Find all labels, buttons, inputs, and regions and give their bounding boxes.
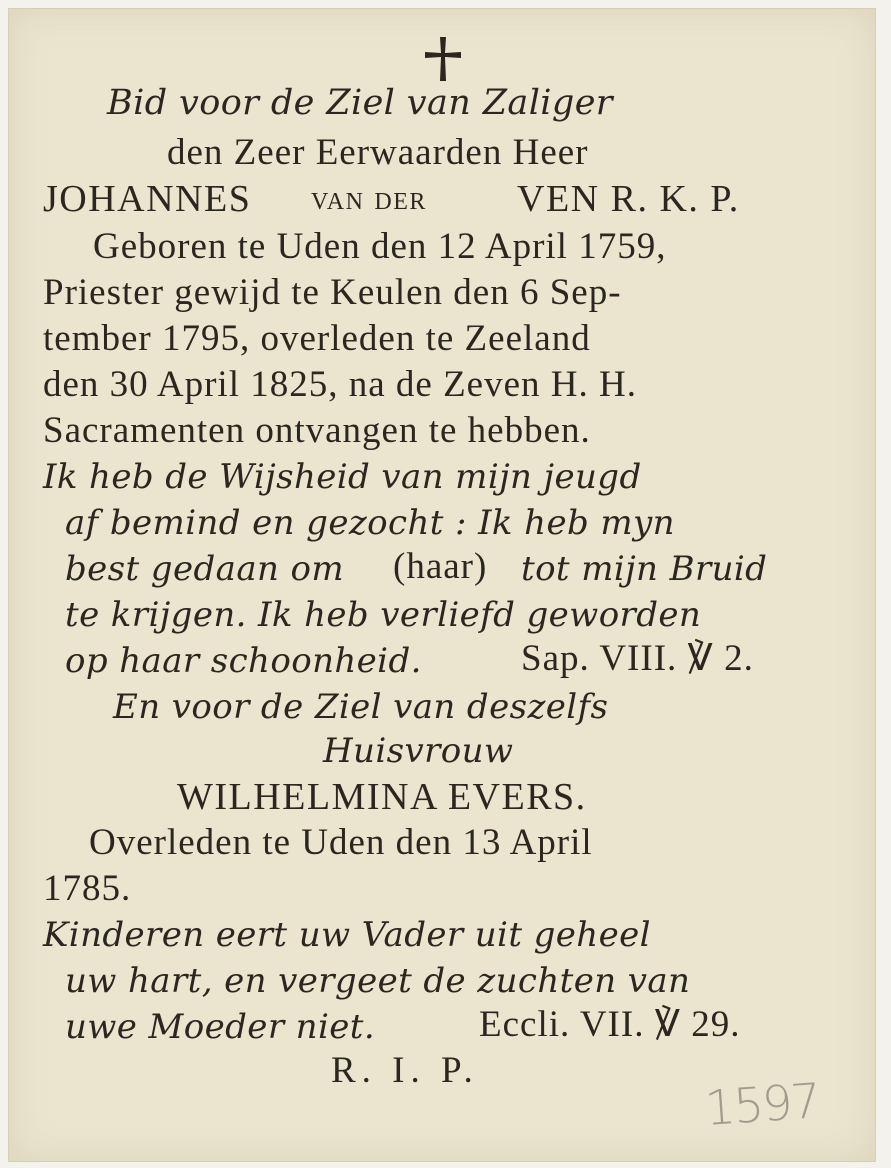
sacraments-line: Sacramenten ontvangen te hebben. [43,410,591,451]
memorial-card [8,8,876,1162]
quote-line-4: te krijgen. Ik heb verliefd geworden [65,595,702,635]
exhortation-line-3: uwe Moeder niet. [65,1007,376,1047]
priest-surname: VEN R. K. P. [517,178,740,220]
wife-death-line: Overleden te Uden den 13 April [89,822,593,863]
quote-line-2: af bemind en gezocht : Ik heb myn [65,503,675,543]
quote-line-3a: best gedaan om [65,549,345,589]
quote-line-3c: tot mijn Bruid [521,549,768,589]
title-line: den Zeer Eerwaarden Heer [167,132,589,173]
death-line: tember 1795, overleden te Zeeland [43,318,591,359]
cross-pattee-icon [423,35,463,83]
handwritten-catalog-number: 1597 [703,1073,821,1137]
exhortation-line-2: uw hart, en vergeet de zuchten van [65,961,691,1001]
birth-line: Geboren te Uden den 12 April 1759, [93,226,667,267]
scripture-reference-1: Sap. VIII. ℣ 2. [521,638,754,679]
quote-line-5: op haar schoonheid. [65,641,422,681]
prayer-heading: Bid voor de Ziel van Zaliger [107,83,613,123]
priest-name-particle: van der [311,180,427,217]
quote-line-3b: (haar) [393,546,488,587]
death-date-line: den 30 April 1825, na de Zeven H. H. [43,364,637,405]
wife-name: WILHELMINA EVERS. [177,776,587,818]
quote-line-1: Ik heb de Wijsheid van mijn jeugd [43,457,642,497]
wife-prayer-line: En voor de Ziel van deszelfs [113,687,609,727]
scripture-reference-2: Eccli. VII. ℣ 29. [479,1004,741,1045]
priest-first-name: JOHANNES [43,178,252,220]
wife-title: Huisvrouw [323,731,514,771]
wife-death-year: 1785. [43,868,132,909]
ordination-line: Priester gewijd te Keulen den 6 Sep- [43,272,622,313]
exhortation-line-1: Kinderen eert uw Vader uit geheel [43,915,651,955]
rip-line: R. I. P. [331,1050,479,1091]
